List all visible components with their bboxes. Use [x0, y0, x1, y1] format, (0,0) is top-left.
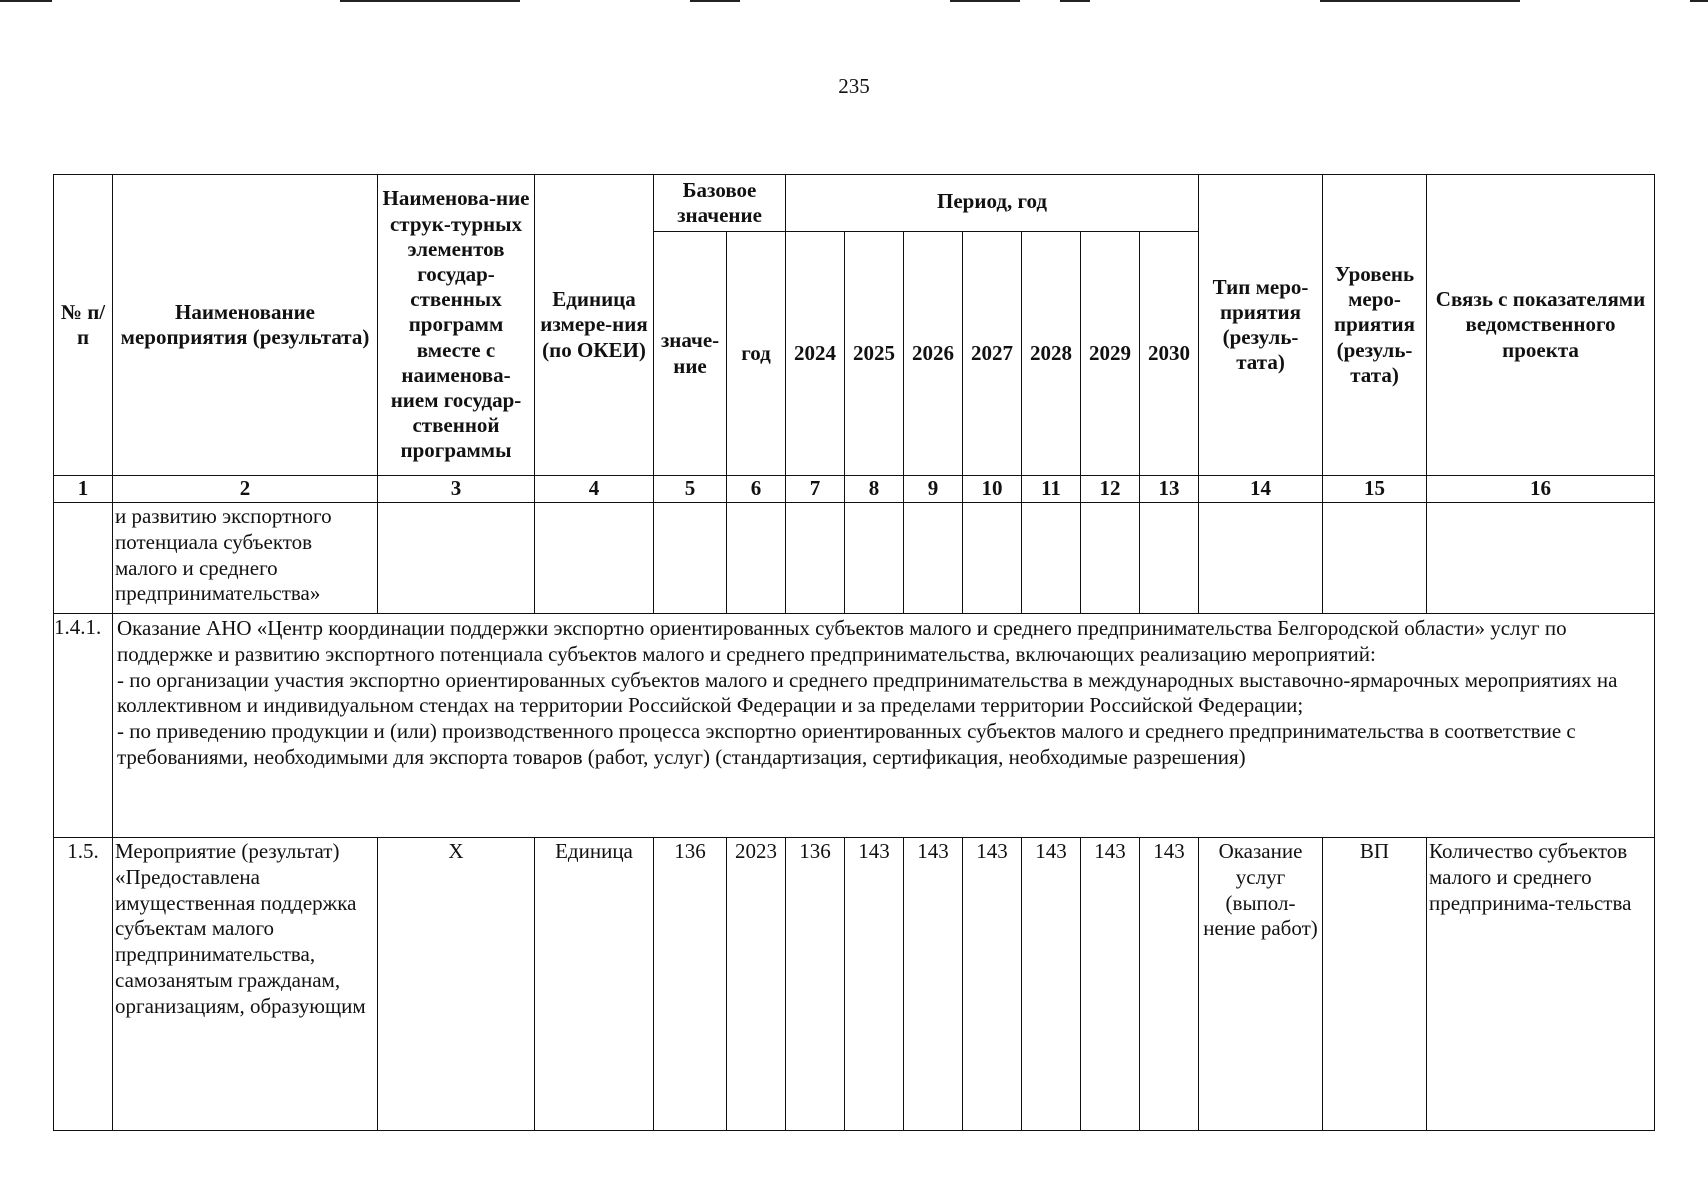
activities-table	[53, 174, 1655, 1131]
cell-empty	[1427, 503, 1655, 614]
cell-empty	[963, 503, 1022, 614]
description-paragraph: - по организации участия экспортно ориентированных субъектов малого и среднего предпринимательства в международных выставочно-ярмарочных мероприятиях на коллективном и индивидуальном стендах на территории Российской Федерации и за пределами территории Российской Федерации;	[117, 667, 1618, 718]
cell-empty	[378, 503, 535, 614]
cell-unit: Единица	[535, 838, 654, 1131]
header-year: 2029	[1081, 232, 1140, 476]
cell-empty	[786, 503, 845, 614]
cell-base-year: 2023	[727, 838, 786, 1131]
column-number: 13	[1140, 476, 1199, 503]
cell-activity-type: Оказание услуг (выпол-нение работ)	[1199, 838, 1323, 1131]
header-year: 2026	[904, 232, 963, 476]
column-number: 16	[1427, 476, 1655, 503]
header-activity-type: Тип меро-приятия (резуль-тата)	[1199, 175, 1323, 476]
header-row-number: № п/п	[54, 175, 113, 476]
header-period-group: Период, год	[786, 175, 1199, 232]
cell-empty	[54, 503, 113, 614]
header-project-link: Связь с показателями ведомственного проекта	[1427, 175, 1655, 476]
cell-activity-name: Мероприятие (результат) «Предоставлена имущественная поддержка субъектам малого предпринимательства, самозанятым гражданам, организациям, образующим	[113, 838, 378, 1131]
column-number: 10	[963, 476, 1022, 503]
cell-row-number: 1.4.1.	[54, 614, 113, 838]
column-number: 7	[786, 476, 845, 503]
header-structural-elements: Наименова-ние струк-турных элементов государ-ственных программ вместе с наименова-нием государ-ственной программы	[378, 175, 535, 476]
page-number: 235	[838, 74, 870, 98]
column-number: 6	[727, 476, 786, 503]
cell-activity-description	[113, 614, 1655, 838]
cell-year-value: 143	[1140, 838, 1199, 1131]
column-number: 15	[1323, 476, 1427, 503]
cell-empty	[1140, 503, 1199, 614]
column-number: 12	[1081, 476, 1140, 503]
cell-empty	[654, 503, 727, 614]
scan-edge-marks	[0, 0, 1708, 4]
description-paragraph: - по приведению продукции и (или) производственного процесса экспортно ориентированных субъектов малого и среднего предпринимательства в соответствие с требованиями, необходимыми для экспорта товаров (работ, услуг) (стандартизация, сертификация, необходимые разрешения)	[117, 719, 1576, 770]
cell-empty	[845, 503, 904, 614]
header-activity-name: Наименование мероприятия (результата)	[113, 175, 378, 476]
header-year: 2027	[963, 232, 1022, 476]
cell-year-value: 143	[1022, 838, 1081, 1131]
description-paragraph: Оказание АНО «Центр координации поддержки экспортно ориентированных субъектов малого и среднего предпринимательства Белгородской области» услуг по поддержке и развитию экспортного потенциала субъектов малого и среднего предпринимательства, включающих реализацию мероприятий:	[117, 616, 1567, 666]
cell-empty	[1199, 503, 1323, 614]
header-activity-level: Уровень меро-приятия (резуль-тата)	[1323, 175, 1427, 476]
cell-year-value: 143	[963, 838, 1022, 1131]
table-row-1-5	[54, 838, 1655, 1131]
cell-empty	[535, 503, 654, 614]
column-number: 4	[535, 476, 654, 503]
column-number: 9	[904, 476, 963, 503]
header-unit: Единица измере-ния (по ОКЕИ)	[535, 175, 654, 476]
column-number: 1	[54, 476, 113, 503]
header-base-value: значе-ние	[654, 232, 727, 476]
cell-structural-element: Х	[378, 838, 535, 1131]
column-number: 3	[378, 476, 535, 503]
cell-empty	[904, 503, 963, 614]
cell-year-value: 143	[1081, 838, 1140, 1131]
header-base-year: год	[727, 232, 786, 476]
cell-empty	[1022, 503, 1081, 614]
cell-activity-level: ВП	[1323, 838, 1427, 1131]
column-number: 11	[1022, 476, 1081, 503]
column-number-row	[54, 476, 1655, 503]
header-year: 2030	[1140, 232, 1199, 476]
header-year: 2025	[845, 232, 904, 476]
column-number: 8	[845, 476, 904, 503]
column-number: 2	[113, 476, 378, 503]
column-number: 14	[1199, 476, 1323, 503]
cell-empty	[1323, 503, 1427, 614]
cell-row-number: 1.5.	[54, 838, 113, 1131]
header-base-value-group: Базовое значение	[654, 175, 786, 232]
cell-year-value: 143	[845, 838, 904, 1131]
header-year: 2028	[1022, 232, 1081, 476]
table-row-1-4-1	[54, 614, 1655, 838]
cell-year-value: 136	[786, 838, 845, 1131]
cell-empty	[1081, 503, 1140, 614]
header-year: 2024	[786, 232, 845, 476]
cell-base-value: 136	[654, 838, 727, 1131]
cell-activity-name: и развитию экспортного потенциала субъектов малого и среднего предпринимательства»	[113, 503, 378, 614]
cell-year-value: 143	[904, 838, 963, 1131]
table-row-continuation	[54, 503, 1655, 614]
column-number: 5	[654, 476, 727, 503]
cell-empty	[727, 503, 786, 614]
cell-project-link: Количество субъектов малого и среднего предпринима-тельства	[1427, 838, 1655, 1131]
